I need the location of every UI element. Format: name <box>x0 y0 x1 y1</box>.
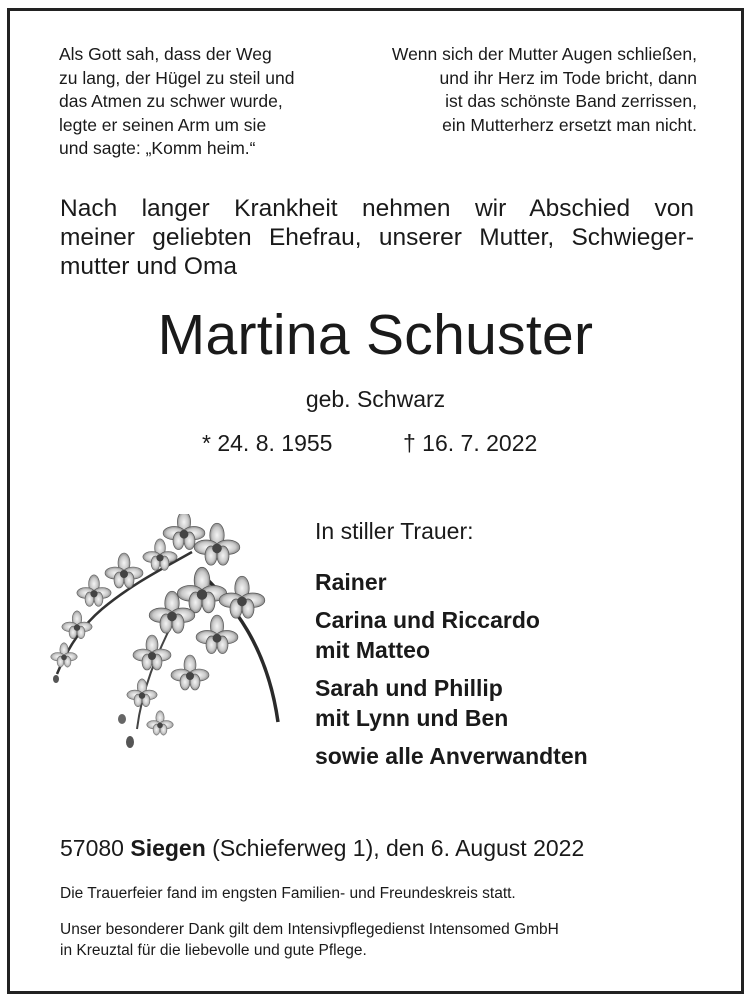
birth-date: * 24. 8. 1955 <box>202 430 333 456</box>
funeral-note <box>60 883 516 904</box>
maiden-name: geb. Schwarz <box>305 386 446 412</box>
thanks-note-line: Unser besonderer Dank gilt dem Intensivpflegedienst Intensomed GmbH <box>60 921 559 938</box>
poem-right <box>392 43 697 137</box>
mourner-name: mit Matteo <box>315 637 430 663</box>
mourner-name: mit Lynn und Ben <box>315 705 509 731</box>
obituary-frame <box>7 8 744 994</box>
poem-left-line: das Atmen zu schwer wurde, <box>59 91 283 111</box>
deceased-name: Martina Schuster <box>157 303 594 367</box>
poem-left <box>59 43 294 161</box>
intro-line: Nach langer Krankheit nehmen wir Abschied von <box>60 195 694 222</box>
mourner-name: Sarah und Phillip <box>315 675 503 701</box>
funeral-note-line: Die Trauerfeier fand im engsten Familien- und Freundeskreis statt. <box>60 885 516 902</box>
poem-right-line: ein Mutterherz ersetzt man nicht. <box>442 114 697 135</box>
city: Siegen <box>130 835 206 861</box>
mourners-intro: In stiller Trauer: <box>315 518 474 544</box>
death-date: † 16. 7. 2022 <box>403 430 538 456</box>
poem-left-line: und sagte: „Komm heim.“ <box>59 138 256 158</box>
poem-right-line: Wenn sich der Mutter Augen schließen, <box>391 44 697 64</box>
intro-line: meiner geliebten Ehefrau, unserer Mutter, Schwieger- <box>60 224 694 251</box>
mourner-name: sowie alle Anverwandten <box>315 743 588 769</box>
intro-text <box>60 194 694 281</box>
orchid-illustration <box>42 514 282 764</box>
poem-left-line: zu lang, der Hügel zu steil und <box>59 67 295 88</box>
mourner-name: Carina und Riccardo <box>315 607 540 633</box>
place-and-date <box>60 834 584 862</box>
poem-right-line: und ihr Herz im Tode bricht, dann <box>439 67 697 88</box>
mourners-block <box>315 517 588 771</box>
intro-line: mutter und Oma <box>60 253 238 280</box>
poem-left-line: legte er seinen Arm um sie <box>59 114 267 135</box>
thanks-note <box>60 919 559 961</box>
poem-left-line: Als Gott sah, dass der Weg <box>59 44 272 64</box>
address-date: (Schieferweg 1), den 6. August 2022 <box>212 835 585 861</box>
mourner-name: Rainer <box>315 569 387 595</box>
poem-right-line: ist das schönste Band zerrissen, <box>445 91 697 111</box>
thanks-note-line: in Kreuztal für die liebevolle und gute Pflege. <box>60 942 367 959</box>
postcode: 57080 <box>60 835 124 861</box>
